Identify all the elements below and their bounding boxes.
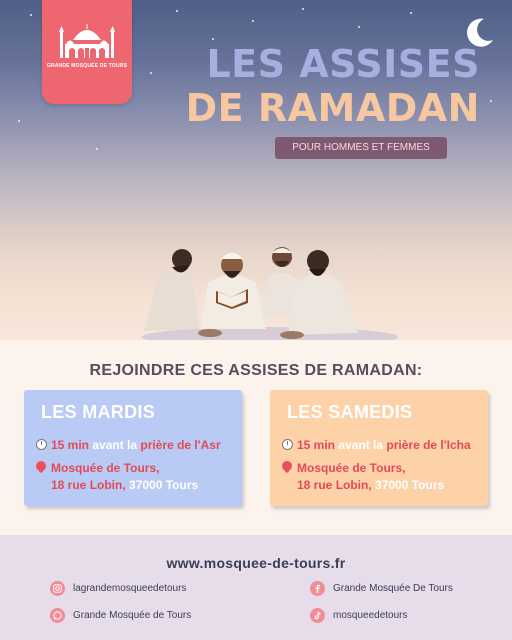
social-whatsapp[interactable] <box>50 608 191 623</box>
star <box>358 26 360 28</box>
pin-icon <box>280 459 294 473</box>
card-duration: 15 min <box>51 438 90 452</box>
instagram-icon <box>50 581 65 596</box>
instagram-handle: lagrandemosqueedetours <box>73 583 187 594</box>
tiktok-handle: mosqueedetours <box>333 610 408 621</box>
card-place-name: Mosquée de Tours, <box>51 461 160 475</box>
star <box>302 8 304 10</box>
social-facebook[interactable] <box>310 581 453 596</box>
star <box>150 72 152 74</box>
star <box>96 148 98 150</box>
star <box>18 120 20 122</box>
card-time-row <box>282 438 471 452</box>
card-prayer: prière de l'Icha <box>386 438 471 452</box>
facebook-name: Grande Mosquée De Tours <box>333 583 453 594</box>
card-before: avant la <box>92 438 138 452</box>
star <box>252 20 254 22</box>
card-city: 37000 Tours <box>129 478 199 492</box>
card-place-row <box>282 460 444 494</box>
card-place-row <box>36 460 198 494</box>
star <box>212 38 214 40</box>
schedule-card-tuesday <box>24 390 242 506</box>
card-prayer: prière de l'Asr <box>140 438 221 452</box>
star <box>176 10 178 12</box>
schedule-card-saturday <box>270 390 488 506</box>
tiktok-icon <box>310 608 325 623</box>
pin-icon <box>34 459 48 473</box>
card-city: 37000 Tours <box>375 478 445 492</box>
card-street: 18 rue Lobin, <box>297 478 372 492</box>
page-title-line1: LES ASSISES <box>206 42 480 86</box>
logo-name: GRANDE MOSQUÉE DE TOURS <box>46 63 128 69</box>
facebook-icon <box>310 581 325 596</box>
star <box>30 14 32 16</box>
card-day: LES MARDIS <box>41 402 156 422</box>
website-link[interactable]: www.mosquee-de-tours.fr <box>166 555 346 571</box>
social-tiktok[interactable] <box>310 608 408 623</box>
card-before: avant la <box>338 438 384 452</box>
audience-tag: POUR HOMMES ET FEMMES <box>275 137 447 159</box>
clock-icon <box>36 439 47 450</box>
social-instagram[interactable] <box>50 581 186 596</box>
whatsapp-icon <box>50 608 65 623</box>
card-street: 18 rue Lobin, <box>51 478 126 492</box>
card-place-name: Mosquée de Tours, <box>297 461 406 475</box>
star <box>410 12 412 14</box>
page-title-line2: DE RAMADAN <box>185 86 480 130</box>
card-duration: 15 min <box>297 438 336 452</box>
whatsapp-name: Grande Mosquée de Tours <box>73 610 192 621</box>
clock-icon <box>282 439 293 450</box>
card-time-row <box>36 438 221 452</box>
star <box>490 100 492 102</box>
logo-badge <box>42 0 132 104</box>
mosque-icon <box>57 22 117 62</box>
join-heading: REJOINDRE CES ASSISES DE RAMADAN: <box>89 362 423 379</box>
card-day: LES SAMEDIS <box>287 402 413 422</box>
